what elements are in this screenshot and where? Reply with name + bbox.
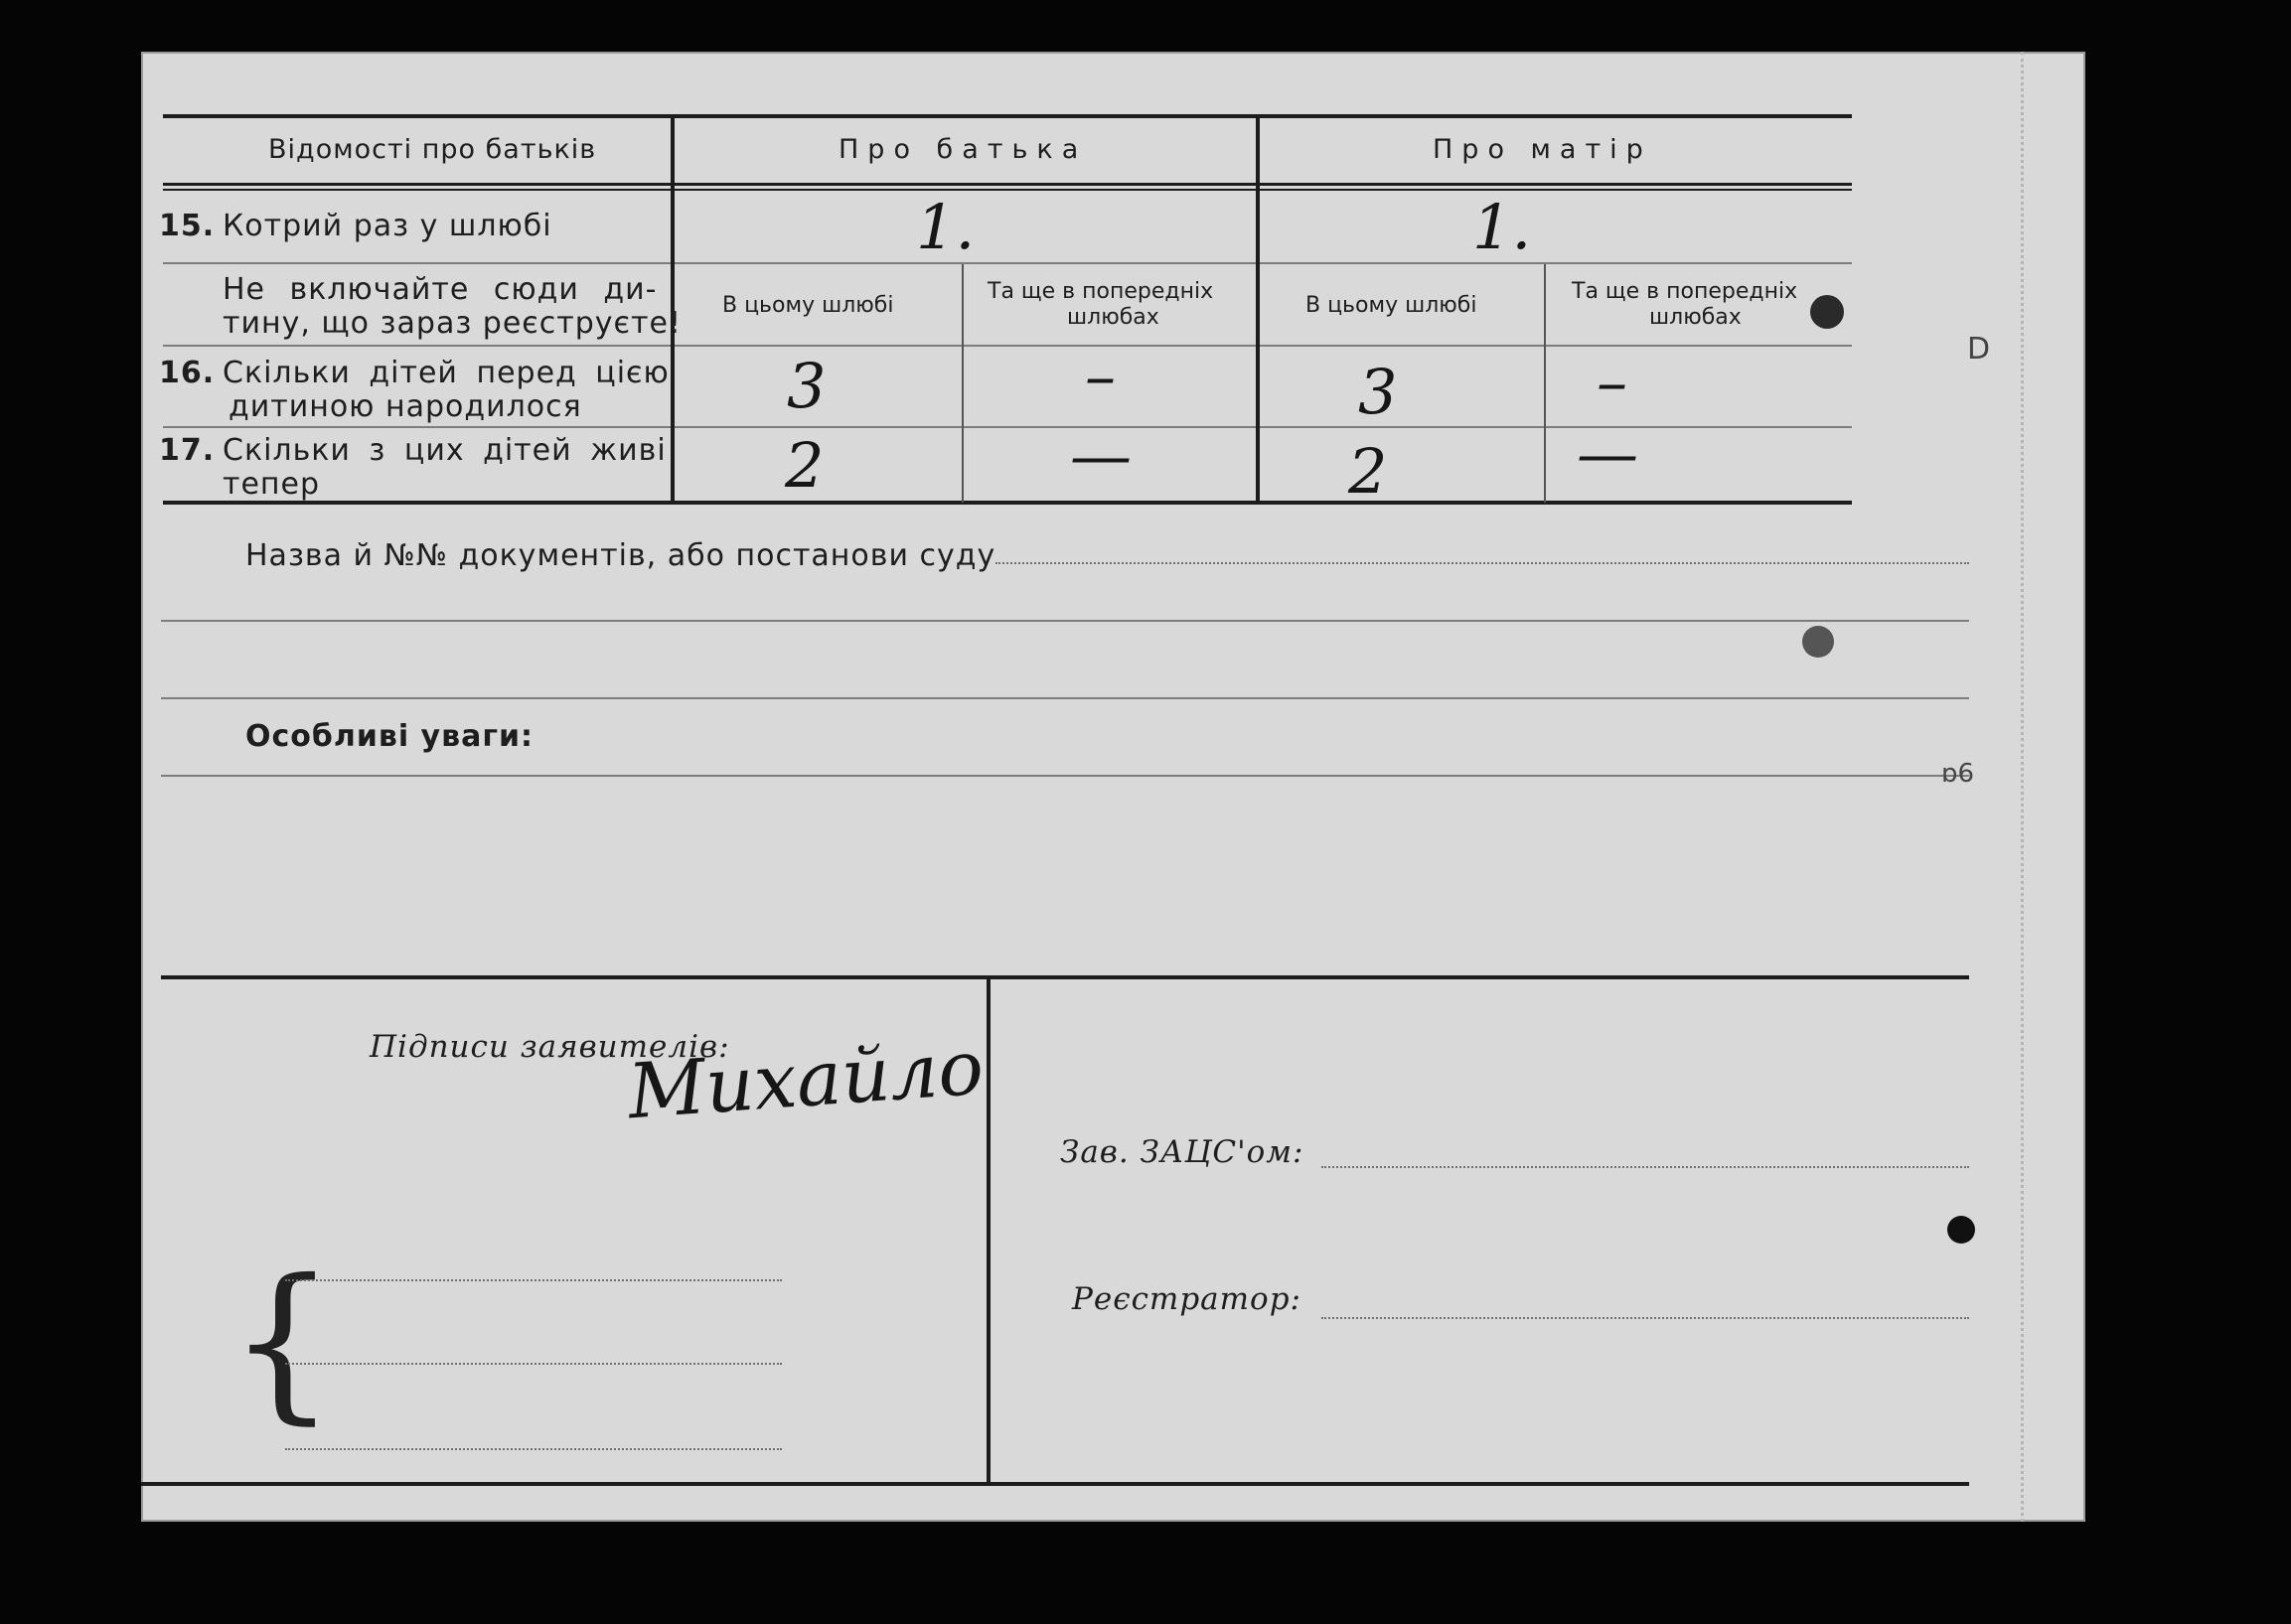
row15-mother-value: 1. (1472, 191, 1532, 263)
head-dotted-line (1321, 1166, 1969, 1168)
subhead-mother-prev-2: шлюбах (1649, 305, 1742, 330)
row16-line-1: Скільки дітей перед цією (223, 356, 670, 390)
row15-father-value: 1. (916, 191, 976, 263)
form-sheet (141, 52, 2085, 1522)
subhead-father-prev-2: шлюбах (1067, 305, 1159, 330)
row16-father-prev: – (1085, 340, 1116, 412)
punch-hole-3 (1947, 1216, 1975, 1244)
head-label: Зав. ЗАЦС'ом: (1060, 1134, 1304, 1170)
signature-line-1 (285, 1279, 782, 1281)
documents-dotted-line (995, 562, 1969, 564)
documents-label: Назва й №№ документів, або постанови суду (245, 538, 996, 573)
documents-rule-1 (161, 620, 1969, 622)
row16-line-2: дитиною народилося (229, 389, 582, 424)
row15-rule (163, 262, 1852, 264)
note-line-2: тину, що зараз реєструєте! (223, 306, 682, 341)
row17-line-1: Скільки з цих дітей живі (223, 433, 667, 468)
signature-brace: { (229, 1244, 337, 1440)
subcol-divider-father (962, 264, 964, 503)
registrar-dotted-line (1321, 1317, 1969, 1319)
header-mother: Про матір (1433, 134, 1652, 165)
remarks-rule (161, 775, 1969, 777)
subhead-mother-prev-1: Та ще в попередніх (1572, 279, 1798, 304)
row17-father-this: 2 (785, 429, 825, 502)
header-father: Про батька (839, 134, 1088, 165)
margin-perforation (2021, 52, 2025, 1522)
row17-line-2: тепер (223, 467, 321, 502)
signature-line-3 (285, 1448, 782, 1450)
row17-father-prev: — (1070, 419, 1132, 492)
table-bottom-rule (163, 501, 1852, 505)
documents-rule-2 (161, 697, 1969, 699)
signature-line-2 (285, 1363, 782, 1365)
header-bottom-rule-2 (163, 189, 1852, 191)
signature-bottom-rule (141, 1482, 1969, 1486)
table-top-rule (163, 114, 1852, 118)
row16-father-this: 3 (787, 350, 827, 422)
punch-hole-2 (1802, 626, 1834, 658)
subhead-father-this: В цьому шлюбі (722, 293, 894, 318)
row17-mother-prev: — (1577, 417, 1638, 490)
row16-number: 16. (159, 356, 216, 390)
margin-mark-2: ɒ6 (1941, 759, 1975, 789)
remarks-label: Особливі уваги: (245, 719, 535, 754)
row17-mother-this: 2 (1348, 435, 1388, 508)
applicant-signature: Михайло (625, 1022, 987, 1136)
row16-mother-prev: – (1597, 346, 1627, 418)
row15-label: Котрий раз у шлюбі (223, 209, 552, 243)
punch-hole-1 (1810, 295, 1844, 329)
subhead-father-prev-1: Та ще в попередніх (988, 279, 1214, 304)
header-parents: Відомості про батьків (268, 134, 597, 165)
note-line-1: Не включайте сюди ди- (223, 272, 658, 307)
row16-mother-this: 3 (1358, 356, 1398, 428)
col-divider-2 (1256, 116, 1260, 503)
header-bottom-rule (163, 183, 1852, 186)
subhead-mother-this: В цьому шлюбі (1305, 293, 1477, 318)
registrar-label: Реєстратор: (1072, 1281, 1301, 1317)
row17-number: 17. (159, 433, 216, 468)
applicants-label: Підписи заявителів: (370, 1029, 730, 1065)
signature-top-rule (161, 975, 1969, 979)
signature-divider (987, 977, 991, 1484)
margin-mark-1: D (1967, 332, 1991, 367)
subcol-divider-mother (1544, 264, 1546, 503)
row15-number: 15. (159, 209, 216, 243)
